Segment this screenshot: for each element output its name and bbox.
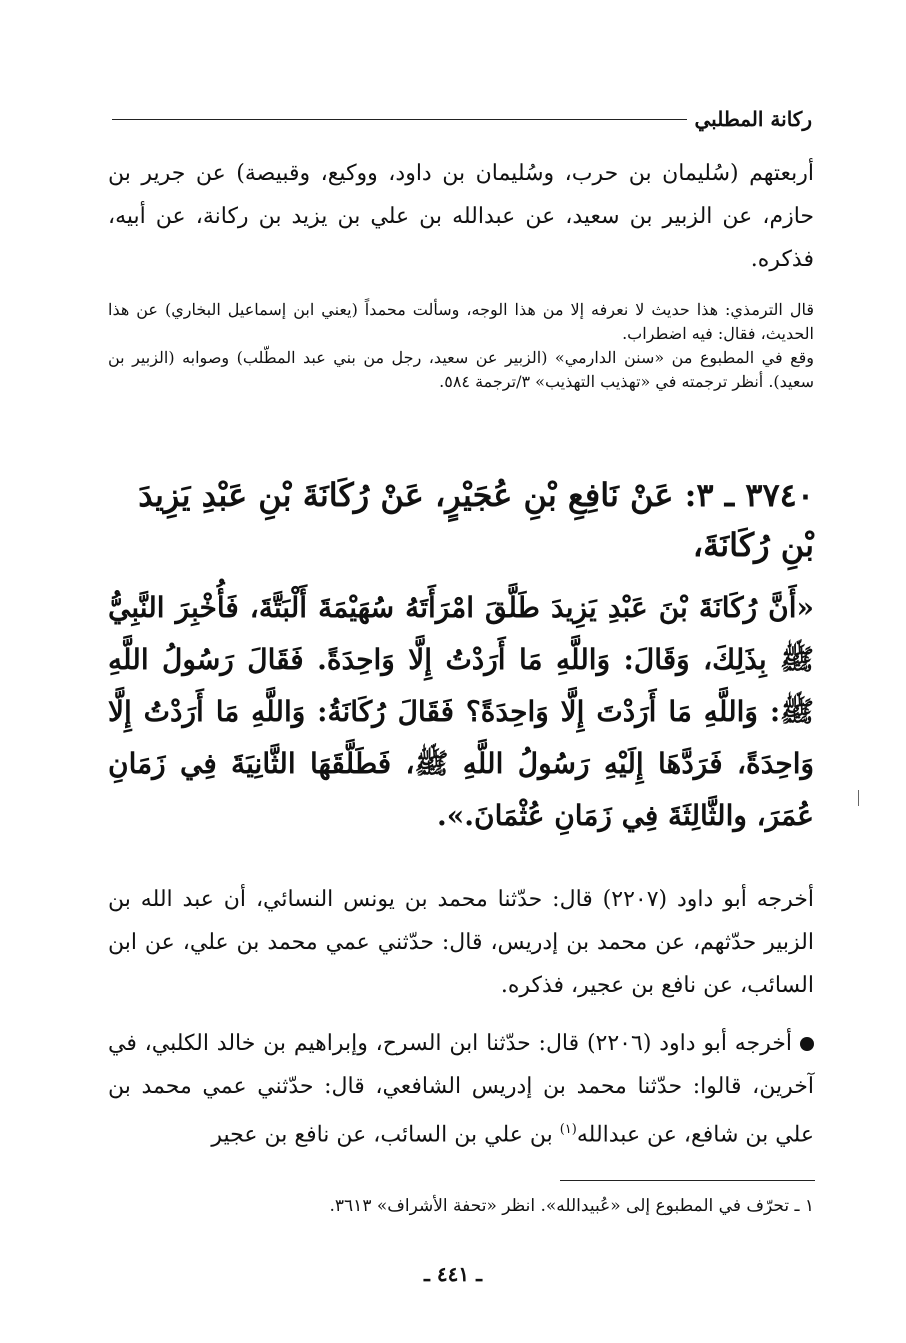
header-title: ركانة المطلبي: [694, 107, 812, 131]
footnote-ref[interactable]: (١): [559, 1122, 577, 1137]
footnote: ١ ـ تحرّف في المطبوع إلى «عُبيدالله». انظر «تحفة الأشراف» ٣٦١٣.: [329, 1196, 814, 1216]
footnote-rule: [560, 1180, 815, 1181]
paragraph-2: أخرجه أبو داود (٢٢٠٧) قال: حدّثنا محمد بن يونس النسائي، أن عبد الله بن الزبير حدّثهم، عن محمد بن إدريس، قال: حدّثني عمي محمد بن علي، عن ابن السائب، عن نافع بن عجير، فذكره.: [108, 887, 814, 998]
note-tirmidhi: قال الترمذي: هذا حديث لا نعرفه إلا من هذا الوجه، وسألت محمداً (يعني ابن إسماعيل البخاري) عن هذا الحديث، فقال: فيه اضطراب.: [108, 300, 814, 343]
page-number: ـ ٤٤١ ـ: [424, 1262, 482, 1286]
commentary-notes: [108, 298, 814, 394]
margin-mark: [858, 790, 859, 806]
paragraph-1: أربعتهم (سُليمان بن حرب، وسُليمان بن داود، ووكيع، وقبيصة) عن جرير بن حازم، عن الزبير بن سعيد، عن عبدالله بن علي بن يزيد بن ركانة، عن أبيه، فذكره.: [108, 161, 814, 272]
running-header: [112, 103, 812, 135]
header-rule: [112, 119, 687, 120]
paragraph-3: [108, 1022, 814, 1156]
note-darimi: وقع في المطبوع من «سنن الدارمي» (الزبير عن سعيد، رجل من بني عبد المطّلب) وصوابه (الزبير بن سعيد). أنظر ترجمته في «تهذيب التهذيب» ٣/ترجمة ٥٨٤.: [108, 348, 814, 391]
hadith-text: «أَنَّ رُكَانَةَ بْنَ عَبْدِ يَزِيدَ طَلَّقَ امْرَأَتَهُ سُهَيْمَةَ أَلْبَتَّةَ، فَأُخْبِرَ النَّبِيُّ ﷺ بِذَلِكَ، وَقَالَ: وَاللَّهِ مَا أَرَدْتُ إِلَّا وَاحِدَةً. فَقَالَ رَسُولُ اللَّهِ ﷺ: وَاللَّهِ مَا أَرَدْتَ إِلَّا وَاحِدَةً؟ فَقَالَ رُكَانَةُ: وَاللَّهِ مَا أَرَدْتُ إِلَّا وَاحِدَةً، فَرَدَّهَا إِلَيْهِ رَسُولُ اللَّهِ ﷺ، فَطَلَّقَهَا الثَّانِيَةَ فِي زَمَانِ عُمَرَ، والثَّالِثَةَ فِي زَمَانِ عُثْمَانَ.».: [108, 591, 814, 832]
bullet-dot-icon: [800, 1037, 814, 1051]
hadith-heading: ٣٧٤٠ ـ ٣: عَنْ نَافِعِ بْنِ عُجَيْرٍ، عَنْ رُكَانَةَ بْنِ عَبْدِ يَزِيدَ بْنِ رُكَانَةَ،: [138, 476, 814, 564]
paragraph-3-tail: بن علي بن السائب، عن نافع بن عجير: [211, 1122, 560, 1148]
paragraph-3-text: أخرجه أبو داود (٢٢٠٦) قال: حدّثنا ابن السرح، وإبراهيم بن خالد الكلبي، في آخرين، قالوا: حدّثنا محمد بن إدريس الشافعي، قال: حدّثني عمي محمد بن علي بن شافع، عن عبدالله: [108, 1031, 814, 1148]
